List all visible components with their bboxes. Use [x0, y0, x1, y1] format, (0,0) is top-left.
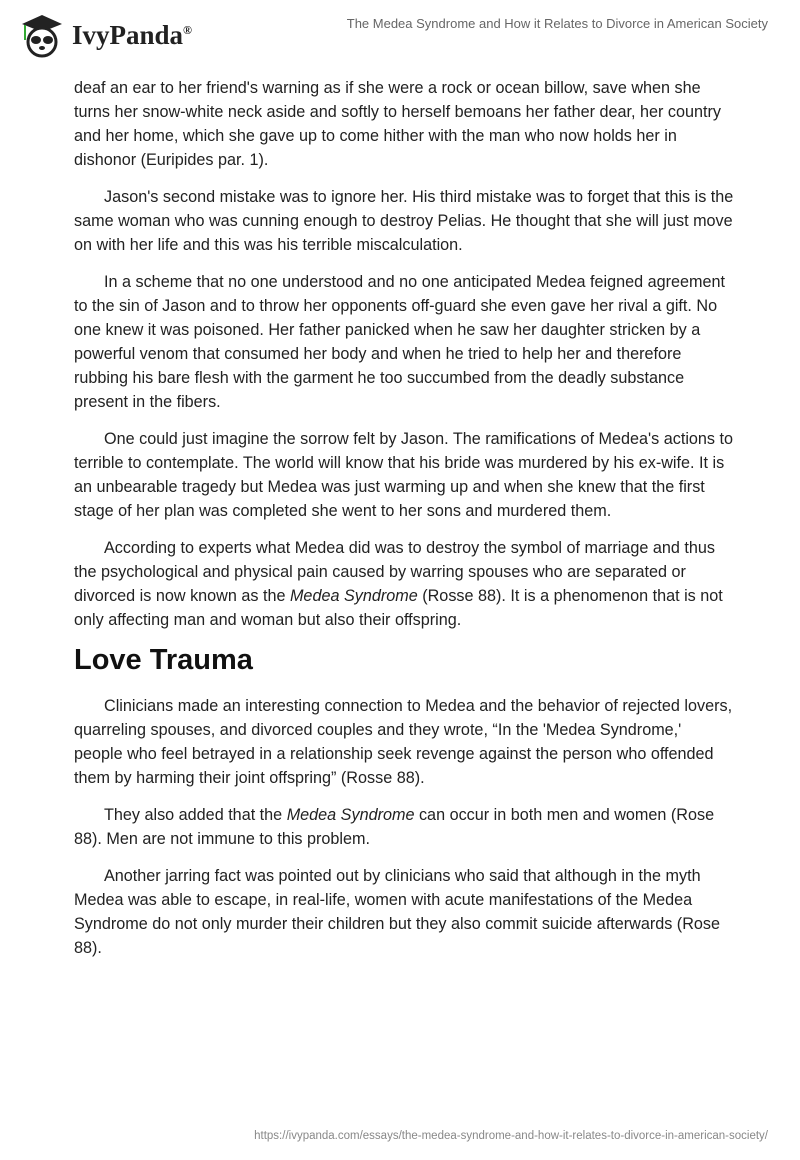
brand-name: IvyPanda®	[72, 19, 193, 50]
ivypanda-logo[interactable]	[18, 12, 192, 58]
paragraph: One could just imagine the sorrow felt by Jason. The ramifications of Medea's actions to terrible to contemplate. The world will know that his bride was murdered by his ex-wife. It is an unbearable tragedy but Medea was just warming up and when she knew that the first stage of her plan was completed she went to her sons and murdered them.	[74, 430, 734, 520]
source-url[interactable]: https://ivypanda.com/essays/the-medea-syndrome-and-how-it-relates-to-divorce-in-american-society/	[254, 1130, 768, 1142]
paragraph: In a scheme that no one understood and no one anticipated Medea feigned agreement to the sin of Jason and to throw her opponents off-guard she even gave her rival a gift. No one knew it was poisoned. Her father panicked when he saw her daughter stricken by a powerful venom that consumed her body and when he tried to help her and therefore rubbing his bare flesh with the garment he too succumbed from the deadly substance present in the fibers.	[74, 273, 725, 411]
section-heading: Love Trauma	[74, 644, 253, 676]
document-title: The Medea Syndrome and How it Relates to Divorce in American Society	[346, 16, 768, 31]
paragraph: Jason's second mistake was to ignore her. His third mistake was to forget that this is the same woman who was cunning enough to destroy Pelias. He thought that she will just move on with her life and this was his terrible miscalculation.	[74, 188, 734, 254]
paragraph: Clinicians made an interesting connection to Medea and the behavior of rejected lovers, quarreling spouses, and divorced couples and they wrote, “In the 'Medea Syndrome,' people who feel betrayed in a relationship seek revenge against the person who offended them by harming their joint offspring” (Rosse 88).	[74, 697, 733, 787]
paragraph: Another jarring fact was pointed out by clinicians who said that although in the myth Medea was able to escape, in real-life, women with acute manifestations of the Medea Syndrome do not only murder their children but they also commit suicide afterwards (Rose 88).	[74, 867, 720, 957]
paragraph: They also added that the Medea Syndrome can occur in both men and women (Rose 88). Men are not immune to this problem.	[74, 806, 715, 848]
paragraph: deaf an ear to her friend's warning as if she were a rock or ocean billow, save when she turns her snow-white neck aside and softly to herself bemoans her father dear, her country and her home, which she gave up to come hither with the man who now holds her in dishonor (Euripides par. 1).	[74, 79, 721, 169]
panda-graduate-icon	[18, 12, 66, 58]
essay-body	[74, 76, 734, 973]
paragraph: According to experts what Medea did was to destroy the symbol of marriage and thus the psychological and physical pain caused by warring spouses who are separated or divorced is now known as the Medea Syndrome (Rosse 88). It is a phenomenon that is not only affecting man and woman but also their offspring.	[74, 539, 723, 629]
